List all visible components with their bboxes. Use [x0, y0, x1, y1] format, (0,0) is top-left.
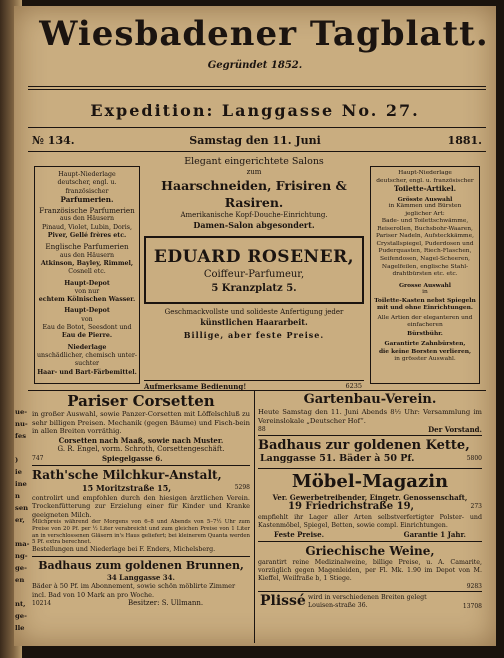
- right-box-line: Nagelfeilen, englische Stahl-: [381, 263, 469, 270]
- left-perfume-box: [34, 166, 140, 384]
- kuenstlich-line: künstlichen Haararbeit.: [200, 317, 308, 327]
- milch-sig: Bestellungen und Niederlage bei F. Enders, Michelsberg.: [32, 546, 216, 554]
- left-box-line: aus den Häusern: [59, 251, 115, 259]
- left-box-line: von: [81, 315, 93, 323]
- issue-date: Samstag den 11. Juni: [189, 134, 321, 147]
- moebel-foot: [258, 530, 482, 539]
- column-divider: [254, 391, 255, 643]
- margin-fragment: nt,: [15, 600, 26, 608]
- left-box-line: Eau de Botot, Seesdont und: [42, 324, 132, 332]
- right-box-line: Seifendosen, Nagel-Scheeren,: [379, 256, 471, 263]
- moebel-line1: Ver. Gewerbetreibender, Eingetr. Genossenschaft,: [272, 493, 468, 503]
- badhaus-brunnen-num: 10214: [32, 600, 52, 607]
- margin-fragment: lle: [15, 624, 25, 632]
- margin-fragment: en: [15, 576, 25, 584]
- left-box-line: Cosnell etc.: [68, 268, 106, 276]
- plisse-row: [258, 593, 482, 615]
- moebel-guar: Garantie 1 Jahr.: [403, 530, 466, 540]
- right-box-line: jeglicher Art:: [405, 210, 445, 217]
- rosener-advert: [142, 156, 366, 340]
- left-box-line: Haupt-Depot: [64, 279, 110, 287]
- milch-title: Rath'sche Milchkur-Anstalt,: [32, 467, 222, 482]
- right-box-line: mit und ohne Einrichtungen.: [377, 304, 473, 312]
- right-box-line: Haupt-Niederlage: [398, 170, 452, 176]
- left-box-line: Niederlage: [67, 343, 107, 351]
- corsetten-title: Pariser Corsetten: [67, 392, 215, 410]
- left-box-line: aus den Häusern: [59, 215, 115, 223]
- garten-sig: Der Vorstand.: [428, 425, 482, 435]
- right-toilet-box: [370, 166, 480, 384]
- left-box-line: Haupt-Depot: [64, 307, 110, 315]
- left-box-line: Französische Parfumerien: [39, 206, 135, 216]
- issue-number: № 134.: [32, 134, 75, 147]
- left-box-line: Pinaud, Violet, Lubin, Doris,: [41, 223, 133, 231]
- corsetten-foot: [32, 454, 250, 463]
- margin-fragment: ine: [15, 480, 27, 488]
- aufmerk-code: 6235: [345, 382, 362, 390]
- moebel-addr-row: [258, 502, 482, 514]
- kette-text: Langgasse 51. Bäder à 50 Pf.: [260, 453, 415, 465]
- left-box-line: deutscher, engl. u. französischer: [57, 179, 117, 195]
- right-box-line: drahtbürsten etc. etc.: [392, 271, 458, 278]
- milch-text: controlirt und empfohlen durch den hiesigen ärztlichen Verein. Trockenfütterung zur Erzielung einer für Kinder und Kranke geeigneten Milch.: [32, 493, 250, 519]
- rosener-name: EDUARD ROSENER,: [153, 247, 355, 267]
- right-box-line: Garantirte Zahnbürsten,: [384, 340, 466, 348]
- rule: [28, 127, 486, 128]
- margin-fragment: [15, 526, 29, 538]
- plisse-num: 13708: [462, 603, 482, 611]
- damen-line: Damen-Salon abgesondert.: [193, 220, 315, 230]
- moebel-prices: Feste Preise.: [274, 530, 325, 540]
- geschmack-line: Geschmackvollste und solideste Anfertigung jeder: [164, 308, 344, 316]
- right-box-line: in grösster Auswahl.: [394, 355, 456, 362]
- rule: [28, 86, 486, 87]
- right-box-line: deutscher, engl. u. französischer: [376, 177, 474, 184]
- garten-num: 88: [258, 426, 266, 434]
- left-box-line: Englische Parfumerien: [45, 242, 129, 252]
- founded-line: Gegründet 1852.: [207, 60, 303, 71]
- right-box-line: in Kämmen und Bürsten: [388, 203, 462, 210]
- left-box-line: echtem Kölnischen Wasser.: [38, 296, 136, 304]
- bad-line: Amerikanische Kopf-Douche-Einrichtung.: [180, 211, 328, 219]
- margin-fragment: fes: [15, 432, 27, 440]
- right-box-line: Bürstbühr.: [407, 329, 443, 337]
- plisse-text: wird in verschiedenen Breiten gelegt Louisen-straße 36.: [308, 594, 427, 610]
- billige-line: Billige, aber feste Preise.: [183, 330, 325, 340]
- margin-fragment: sen: [15, 504, 29, 512]
- milch-addr: 15 Moritzstraße 15,: [82, 482, 172, 493]
- moebel-addr: 19 Friedrichstraße 19,: [288, 501, 415, 513]
- salons-line: Elegant eingerichtete Salons: [184, 156, 324, 167]
- newspaper-page: [14, 6, 496, 646]
- left-ads-column: [32, 392, 250, 608]
- right-box-line: Reiserollen, Buchsbohr-Waaren,: [377, 225, 473, 232]
- margin-fragment: ): [15, 456, 19, 464]
- rosener-sub: Coiffeur-Parfumeur,: [203, 269, 305, 280]
- rule: [28, 151, 486, 152]
- kette-num: 5800: [466, 455, 482, 463]
- margin-fragment: nu-: [15, 420, 28, 428]
- badhaus-brunnen-foot: [32, 599, 250, 608]
- right-box-line: Puderquasten, Riech-Flaschen,: [378, 248, 472, 255]
- kette-row: [258, 454, 482, 466]
- milch-text2: Milchpreis während der Morgens von 6–8 und Abends von 5–7½ Uhr zum Preise von 20 Pf. per ½ Liter verabreicht und zum gleichen Preise von 1 Liter an in verschlossenen Gläsern in's Haus geliefert; bei kleinerem Quanta werden 5 Pf. extra berechnet.: [32, 519, 250, 546]
- left-box-line: von nur: [74, 287, 100, 295]
- left-box-line: Haar- und Bart-Färbemittel.: [37, 368, 137, 376]
- right-box-line: Pariser Nadeln, Aufsteckkämme,: [375, 233, 475, 240]
- left-box-line: unschädlicher, chemisch unter-: [37, 351, 137, 359]
- corsetten-addr: Spiegelgasse 6.: [102, 453, 163, 463]
- kette-title: Badhaus zur goldenen Kette,: [258, 438, 470, 454]
- left-box-line: Atkinson, Bayley, Rimmel,: [40, 259, 134, 267]
- rosener-addr: 5 Kranzplatz 5.: [211, 283, 297, 294]
- margin-fragment: [15, 442, 29, 454]
- milch-addr-row: [32, 483, 250, 494]
- badhaus-brunnen-addr: 34 Langgasse 34.: [106, 573, 175, 583]
- moebel-title: Möbel-Magazin: [291, 471, 449, 493]
- badhaus-brunnen-text: Bäder à 50 Pf. im Abonnement, sowie schön möblirte Zimmer incl. Bad von 10 Mark an pro Woche.: [32, 582, 236, 599]
- milch-num: 5298: [234, 483, 250, 491]
- right-box-line: Alle Artien der eleganteren und: [377, 314, 473, 321]
- expedition-line: Expedition: Langgasse No. 27.: [90, 101, 420, 120]
- left-margin-fragments: [15, 406, 29, 634]
- margin-fragment: ng-: [15, 552, 28, 560]
- plisse-word: Plissé: [260, 593, 306, 610]
- right-box-line: Crystallspiegel, Puderdosen und: [376, 240, 474, 247]
- right-box-line: die keine Borsten verlieren,: [378, 348, 472, 356]
- right-box-line: Grösste Auswahl: [397, 195, 453, 203]
- garten-foot: [258, 425, 482, 434]
- margin-fragment: ue-: [15, 408, 28, 416]
- left-box-line: suchter: [74, 360, 100, 368]
- margin-fragment: ie: [15, 468, 22, 476]
- moebel-text: empfiehlt ihr Lager aller Arten selbstverfertigter Polster- und Kastenmöbel, Spiegel, Betten, sowie compl. Einrichtungen.: [258, 514, 482, 530]
- right-box-line: Toilette-Kasten nebst Spiegeln: [374, 296, 476, 304]
- right-ads-column: [258, 392, 482, 615]
- rosener-frame: [144, 236, 364, 304]
- badhaus-brunnen-title: Badhaus zum goldenen Brunnen,: [38, 559, 244, 573]
- corsetten-sig: G. R. Engel, vorm. Schroth, Corsettengeschäft.: [57, 444, 225, 453]
- right-box-line: einfacheren: [407, 322, 443, 329]
- right-box-line: in: [422, 289, 428, 296]
- badhaus-brunnen-sig: Besitzer: S. Ullmann.: [128, 599, 204, 607]
- masthead-title: Wiesbadener Tagblatt.: [39, 14, 489, 54]
- rule: [28, 390, 486, 391]
- garten-text: Heute Samstag den 11. Juni Abends 8½ Uhr: Versammlung im Vereinslokale „Deutscher Hof“.: [258, 408, 482, 425]
- rule: [28, 89, 486, 90]
- moebel-num: 273: [470, 503, 482, 511]
- left-box-line: Piver, Gellé frères etc.: [47, 232, 127, 240]
- left-box-line: Haupt-Niederlage: [58, 171, 116, 178]
- margin-fragment: [15, 586, 29, 598]
- margin-fragment: n: [15, 492, 20, 500]
- issue-year: 1881.: [447, 134, 482, 147]
- wein-title: Griechische Weine,: [305, 544, 435, 559]
- corsetten-text: in großer Auswahl, sowie Panzer-Corsetten mit Löffelschluß zu sehr billigen Preisen. Mechanik (gegen Bäume) und Fisch-bein in allen Breiten vorräthig.: [32, 410, 250, 436]
- wein-text: garantirt reine Medizinalweine, billige Preise, u. A. Camarite, vorzüglich gegen Magenleiden, per Fl. Mk. 1.90 im Depot von M. Kieffel, Weilfraße b, 1 Stiege.: [258, 559, 482, 583]
- garten-title: Gartenbau-Verein.: [303, 392, 437, 407]
- zum-line: zum: [246, 168, 262, 176]
- wein-num: 9283: [466, 583, 482, 591]
- corsetten-line: Corsetten nach Maaß, sowie nach Muster.: [58, 435, 224, 445]
- margin-fragment: ge-: [15, 612, 27, 620]
- aufmerk-text: Aufmerksame Bedienung!: [144, 382, 247, 391]
- left-box-line: Eau de Pierre.: [61, 332, 113, 340]
- right-box-line: Bade- und Toilettschwämme,: [381, 218, 469, 225]
- right-box-line: Grosse Auswahl: [398, 281, 452, 289]
- haar-line: Haarschneiden, Frisiren & Rasiren.: [161, 178, 347, 210]
- corsetten-num: 747: [32, 454, 44, 462]
- margin-fragment: ge-: [15, 564, 27, 572]
- margin-fragment: ma-: [15, 540, 30, 548]
- margin-fragment: er,: [15, 516, 25, 524]
- right-box-line: Toilette-Artikel.: [393, 184, 457, 194]
- left-box-line: Parfumerien.: [60, 194, 114, 204]
